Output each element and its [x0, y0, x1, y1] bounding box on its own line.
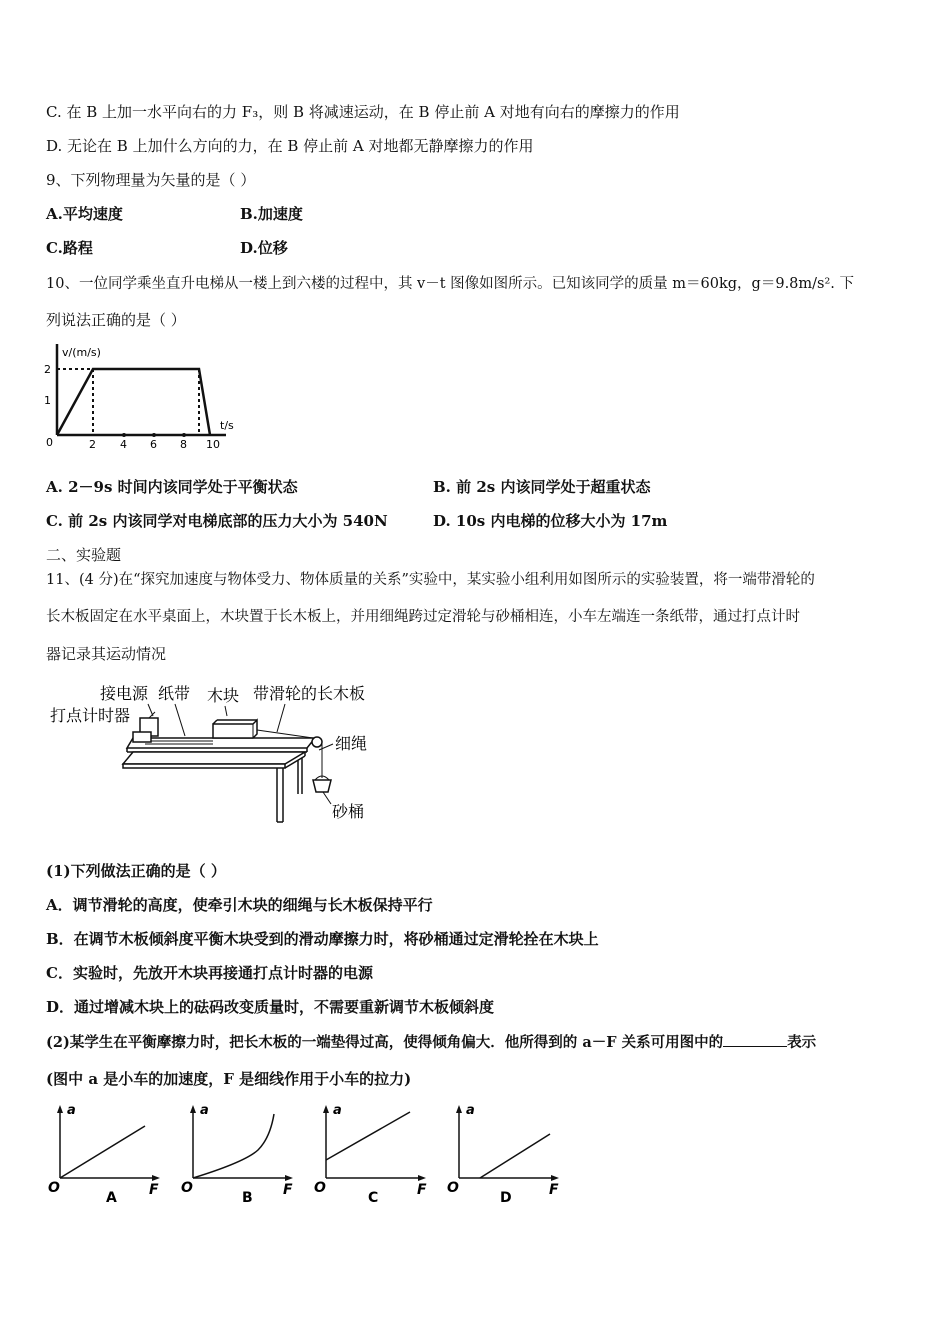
svg-text:O: O	[447, 1180, 459, 1196]
label-rope: 细绳	[335, 734, 368, 753]
af-graph-c	[314, 1103, 427, 1206]
q9-option-d: D.位移	[240, 239, 288, 257]
svg-text:F: F	[149, 1182, 159, 1198]
label-board: 带滑轮的长木板	[253, 684, 366, 703]
q11-stem-line3: 器记录其运动情况	[46, 645, 167, 663]
q9-option-b: B.加速度	[240, 205, 303, 223]
vt-xlabel: t/s	[220, 419, 234, 432]
svg-text:O: O	[181, 1180, 193, 1196]
af-line-d	[480, 1134, 550, 1178]
vt-xtick-8: 8	[180, 438, 187, 451]
vt-ylabel: v/(m/s)	[62, 346, 101, 359]
svg-text:O: O	[314, 1180, 326, 1196]
label-timer: 打点计时器	[50, 706, 131, 725]
svg-text:a: a	[333, 1103, 342, 1118]
q11-part1-option-b: B．在调节木板倾斜度平衡木块受到的滑动摩擦力时，将砂桶通过定滑轮拴在木块上	[46, 930, 599, 948]
svg-text:a: a	[200, 1103, 209, 1118]
af-label-c: C	[368, 1190, 379, 1206]
q10-option-c: C. 前 2s 内该同学对电梯底部的压力大小为 540N	[46, 512, 388, 530]
af-graph-a	[48, 1103, 160, 1206]
label-power: 接电源	[100, 684, 149, 703]
vt-xtick-10: 10	[206, 438, 220, 451]
q10-option-a: A. 2－9s 时间内该同学处于平衡状态	[46, 478, 298, 496]
q9-option-a: A.平均速度	[46, 205, 123, 223]
vt-curve	[57, 369, 210, 435]
q11-part1-option-d: D．通过增减木块上的砝码改变质量时，不需要重新调节木板倾斜度	[46, 998, 495, 1016]
af-label-a: A	[106, 1190, 117, 1206]
q11-part1-option-a: A．调节滑轮的高度，使牵引木块的细绳与长木板保持平行	[46, 896, 433, 914]
q9-stem: 9、下列物理量为矢量的是（ ）	[46, 171, 256, 189]
q10-stem-line1: 10、一位同学乘坐直升电梯从一楼上到六楼的过程中，其 v－t 图像如图所示。已知该同学的质量 m＝60kg，g＝9.8m/s². 下	[46, 276, 855, 292]
q10-stem-line2: 列说法正确的是（ ）	[46, 311, 186, 329]
af-line-b	[193, 1114, 274, 1178]
vt-ytick-0: 0	[46, 436, 53, 449]
af-line-c	[326, 1112, 410, 1160]
svg-text:a: a	[466, 1103, 475, 1118]
q11-apparatus-figure	[45, 676, 385, 826]
af-label-d: D	[500, 1190, 512, 1206]
af-graph-b	[181, 1103, 293, 1206]
label-block: 木块	[207, 686, 240, 705]
svg-text:a: a	[67, 1103, 76, 1118]
q8-option-d: D. 无论在 B 上加什么方向的力，在 B 停止前 A 对地都无静摩擦力的作用	[46, 137, 534, 155]
vt-ytick-1: 1	[44, 394, 51, 407]
af-graph-d	[447, 1103, 559, 1206]
q11-part2-stem-a: (2)某学生在平衡摩擦力时，把长木板的一端垫得过高，使得倾角偏大．他所得到的 a－F 关系可用图中的	[46, 1034, 724, 1051]
q11-stem-line2: 长木板固定在水平桌面上，木块置于长木板上，并用细绳跨过定滑轮与砂桶相连，小车左端连一条纸带，通过打点计时	[46, 609, 800, 625]
vt-xtick-2: 2	[89, 438, 96, 451]
label-tape: 纸带	[158, 684, 191, 703]
q11-part1-option-c: C．实验时，先放开木块再接通打点计时器的电源	[46, 964, 373, 982]
q11-stem-line1: 11、(4 分)在“探究加速度与物体受力、物体质量的关系”实验中，某实验小组利用如图所示的实验装置，将一端带滑轮的	[46, 572, 815, 588]
label-bucket: 砂桶	[332, 802, 365, 821]
answer-blank[interactable]	[723, 1032, 787, 1047]
q11-part2-stem-b: 表示	[787, 1034, 817, 1051]
svg-text:F: F	[549, 1182, 559, 1198]
af-label-b: B	[242, 1190, 253, 1206]
q9-option-c: C.路程	[46, 239, 93, 257]
q10-option-d: D. 10s 内电梯的位移大小为 17m	[433, 512, 668, 530]
q8-option-c: C. 在 B 上加一水平向右的力 F₃，则 B 将减速运动，在 B 停止前 A 对地有向右的摩擦力的作用	[46, 103, 680, 121]
section-title: 二、实验题	[46, 546, 122, 564]
q11-part2-stem	[46, 1032, 816, 1053]
svg-text:O: O	[48, 1180, 60, 1196]
vt-xtick-4: 4	[120, 438, 127, 451]
vt-ytick-2: 2	[44, 363, 51, 376]
q10-option-b: B. 前 2s 内该同学处于超重状态	[433, 478, 651, 496]
q11-af-graphs	[40, 1100, 580, 1210]
q11-part1-stem: (1)下列做法正确的是（ ）	[46, 862, 226, 880]
vt-xtick-6: 6	[150, 438, 157, 451]
af-line-a	[60, 1126, 145, 1178]
q10-vt-graph	[40, 340, 240, 455]
svg-text:F: F	[283, 1182, 293, 1198]
q11-part2-stem-line2: (图中 a 是小车的加速度，F 是细线作用于小车的拉力)	[46, 1070, 412, 1088]
svg-text:F: F	[417, 1182, 427, 1198]
